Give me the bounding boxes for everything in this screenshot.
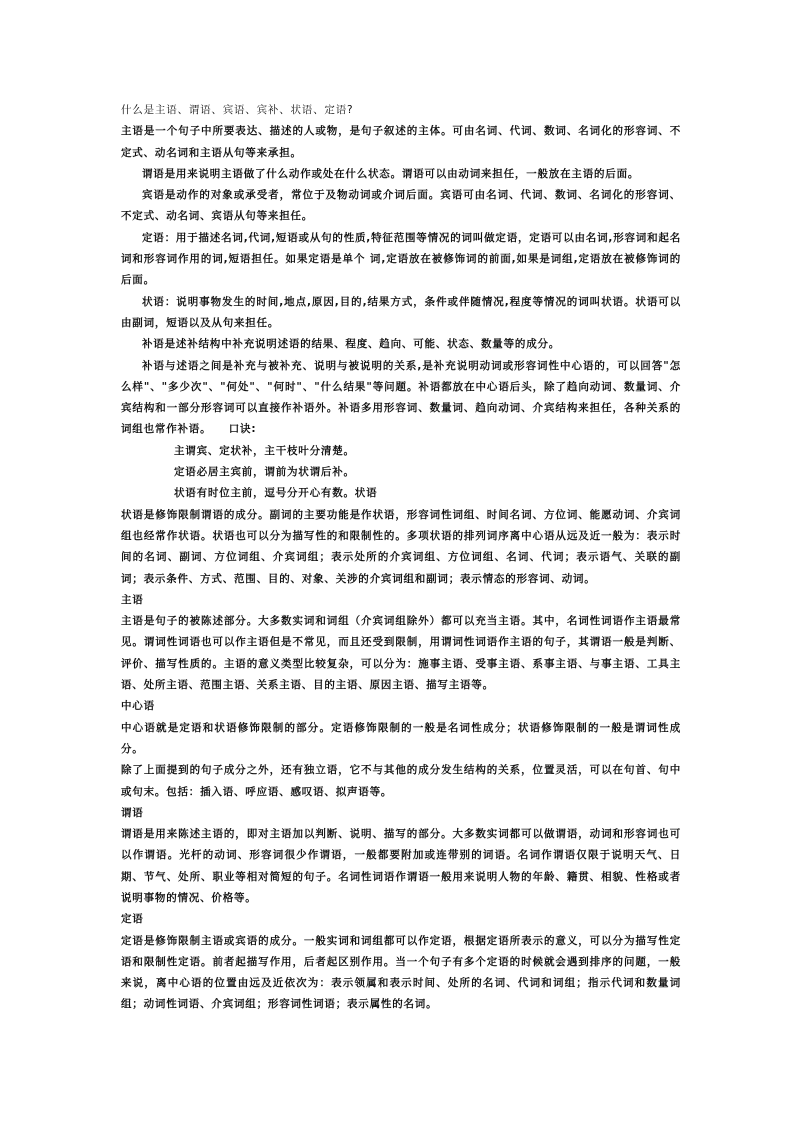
section-heading-predicate: 谓语: [121, 806, 144, 819]
complement-definition: 补语是述补结构中补充说明述语的结果、程度、趋向、可能、状态、数量等的成分。: [142, 338, 561, 351]
complement-explanation: 补语与述语之间是补充与被补充、说明与被说明的关系,是补充说明动词或形容词性中心语的，可以回答"怎么样"、"多少次"、"何处"、"何时"、"什么结果"等问题。补语都放在中心语后头，除了趋向动词、数量词、介宾结构和一部分形容词可以直接作补语外。补语多用形容词、数量词、趋向动词、介宾结构来担任，各种关系的词组也常作补语。 口诀:: [121, 359, 681, 436]
head-word-section-text: 中心语就是定语和状语修饰限制的部分。定语修饰限制的一般是名词性成分；状语修饰限制的一般是谓词性成分。: [121, 721, 681, 755]
adverbial-definition: 状语：说明事物发生的时间,地点,原因,目的,结果方式，条件或伴随情况,程度等情况的词叫状语。状语可以由副词，短语以及从句来担任。: [121, 295, 681, 329]
independent-element-text: 除了上面提到的句子成分之外，还有独立语，它不与其他的成分发生结构的关系，位置灵活，可以在句首、句中或句末。包括：插入语、呼应语、感叹语、拟声语等。: [121, 764, 681, 798]
document-body: [121, 100, 681, 1016]
attributive-definition: 定语：用于描述名词,代词,短语或从句的性质,特征范围等情况的词叫做定语，定语可以由名词,形容词和起名词和形容词作用的词,短语担任。如果定语是单个 词,定语放在被修饰词的前面,如果是词组,定语放在被修饰词的后面。: [121, 231, 681, 287]
section-heading-attributive: 定语: [121, 913, 144, 926]
predicate-definition: 谓语是用来说明主语做了什么动作或处在什么状态。谓语可以由动词来担任，一般放在主语的后面。: [142, 167, 640, 180]
mnemonic-line-1: 主谓宾、定状补，主干枝叶分清楚。: [174, 444, 355, 457]
section-heading-subject: 主语: [121, 593, 144, 606]
subject-section-text: 主语是句子的被陈述部分。大多数实词和词组（介宾词组除外）都可以充当主语。其中，名词性词语作主语最常见。谓词性词语也可以作主语但是不常见，而且还受到限制，用谓词性词语作主语的句子，其谓语一般是判断、评价、描写性质的。主语的意义类型比较复杂，可以分为：施事主语、受事主语、系事主语、与事主语、工具主语、处所主语、范围主语、关系主语、目的主语、原因主语、描写主语等。: [121, 615, 681, 692]
attributive-section-text: 定语是修饰限制主语或宾语的成分。一般实词和词组都可以作定语，根据定语所表示的意义，可以分为描写性定语和限制性定语。前者起描写作用，后者起区别作用。当一个句子有多个定语的时候就会遇到排序的问题，一般来说，离中心语的位置由远及近依次为：表示领属和表示时间、处所的名词、代词和词组；指示代词和数量词组；动词性词语、介宾词组；形容词性词语；表示属性的名词。: [121, 934, 681, 1011]
section-heading-head-word: 中心语: [121, 700, 155, 713]
predicate-section-text: 谓语是用来陈述主语的，即对主语加以判断、说明、描写的部分。大多数实词都可以做谓语，动词和形容词也可以作谓语。光杆的动词、形容词很少作谓语，一般都要附加或连带别的词语。名词作谓语仅限于说明天气、日期、节气、处所、职业等相对简短的句子。名词性词语作谓语一般用来说明人物的年龄、籍贯、相貌、性格或者说明事物的情况、价格等。: [121, 828, 681, 904]
mnemonic-line-3: 状语有时位主前，逗号分开心有数。状语: [174, 487, 378, 500]
object-definition: 宾语是动作的对象或承受者，常位于及物动词或介词后面。宾语可由名词、代词、数词、名词化的形容词、不定式、动名词、宾语从句等来担任。: [121, 189, 681, 223]
subject-definition: 主语是一个句子中所要表达、描述的人或物，是句子叙述的主体。可由名词、代词、数词、名词化的形容词、不定式、动名词和主语从句等来承担。: [121, 125, 681, 159]
mnemonic-line-2: 定语必居主宾前，谓前为状谓后补。: [174, 466, 355, 479]
question-heading: 什么是主语、谓语、宾语、宾补、状语、定语?: [121, 104, 354, 116]
adverbial-section-text: 状语是修饰限制谓语的成分。副词的主要功能是作状语，形容词性词组、时间名词、方位词、能愿动词、介宾词组也经常作状语。状语也可以分为描写性的和限制性的。多项状语的排列词序离中心语从远及近一般为：表示时间的名词、副词、方位词组、介宾词组；表示处所的介宾词组、方位词组、名词、代词；表示语气、关联的副词；表示条件、方式、范围、目的、对象、关涉的介宾词组和副词；表示情态的形容词、动词。: [121, 508, 681, 585]
